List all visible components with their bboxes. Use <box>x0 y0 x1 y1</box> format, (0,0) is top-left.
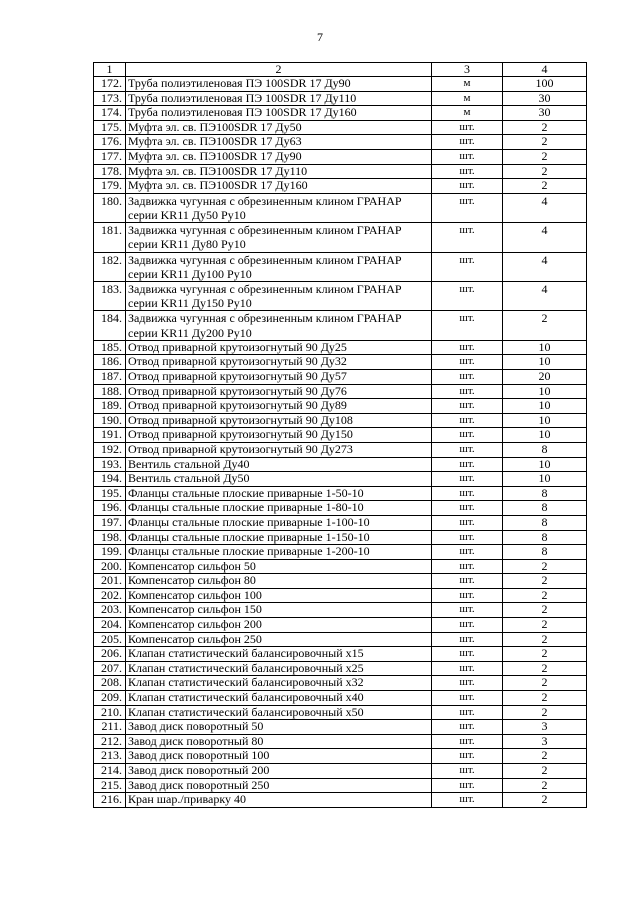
item-name <box>126 501 432 516</box>
unit: шт. <box>432 486 503 501</box>
table-row <box>94 778 587 793</box>
item-name <box>126 355 432 370</box>
table-row <box>94 120 587 135</box>
item-name-line: Клапан статистический балансировочный х50 <box>128 704 364 719</box>
table-row <box>94 574 587 589</box>
item-name <box>126 734 432 749</box>
row-number: 215. <box>94 778 126 793</box>
item-name <box>126 661 432 676</box>
item-name-line: Муфта эл. св. ПЭ100SDR 17 Ду160 <box>128 178 308 193</box>
table-row <box>94 223 587 252</box>
item-name-line: Отвод приварной крутоизогнутый 90 Ду76 <box>128 383 347 398</box>
item-name <box>126 486 432 501</box>
unit: шт. <box>432 545 503 560</box>
item-name <box>126 559 432 574</box>
row-number: 183. <box>94 281 126 310</box>
row-number: 180. <box>94 193 126 222</box>
quantity: 2 <box>503 149 587 164</box>
unit: шт. <box>432 442 503 457</box>
item-name-line-2: серии KR11 Ду100 Ру10 <box>128 266 252 281</box>
unit: шт. <box>432 428 503 443</box>
item-name <box>126 749 432 764</box>
table-row <box>94 428 587 443</box>
row-number: 200. <box>94 559 126 574</box>
table-row <box>94 355 587 370</box>
row-number: 189. <box>94 399 126 414</box>
row-number: 194. <box>94 472 126 487</box>
item-name-line: Кран шар./приварку 40 <box>128 792 246 807</box>
quantity: 2 <box>503 793 587 808</box>
unit: шт. <box>432 472 503 487</box>
quantity: 2 <box>503 179 587 194</box>
row-number: 201. <box>94 574 126 589</box>
item-name-line: Задвижка чугунная с обрезиненным клином ГРАНАР <box>128 252 402 267</box>
table-row <box>94 106 587 121</box>
item-name-line: Компенсатор сильфон 100 <box>128 587 262 602</box>
item-name <box>126 472 432 487</box>
row-number: 193. <box>94 457 126 472</box>
item-name-line: Компенсатор сильфон 150 <box>128 602 262 617</box>
item-name <box>126 413 432 428</box>
unit: шт. <box>432 340 503 355</box>
unit: шт. <box>432 720 503 735</box>
item-name <box>126 632 432 647</box>
table-row <box>94 676 587 691</box>
table-row <box>94 457 587 472</box>
item-name-line: Отвод приварной крутоизогнутый 90 Ду89 <box>128 398 347 413</box>
column-header-name: 2 <box>126 63 432 77</box>
quantity: 4 <box>503 252 587 281</box>
item-name-line: Труба полиэтиленовая ПЭ 100SDR 17 Ду110 <box>128 90 357 105</box>
item-name <box>126 135 432 150</box>
item-name <box>126 106 432 121</box>
item-name <box>126 691 432 706</box>
table-row <box>94 691 587 706</box>
table-row <box>94 472 587 487</box>
quantity: 2 <box>503 632 587 647</box>
row-number: 213. <box>94 749 126 764</box>
row-number: 202. <box>94 588 126 603</box>
item-name-line: Клапан статистический балансировочный х32 <box>128 675 364 690</box>
table-row <box>94 384 587 399</box>
row-number: 208. <box>94 676 126 691</box>
item-name-line: Клапан статистический балансировочный х40 <box>128 690 364 705</box>
quantity: 3 <box>503 734 587 749</box>
item-name-line: Фланцы стальные плоские приварные 1-80-10 <box>128 500 364 515</box>
item-name-line: Фланцы стальные плоские приварные 1-50-10 <box>128 485 364 500</box>
item-name-line: Фланцы стальные плоские приварные 1-150-10 <box>128 529 370 544</box>
quantity: 30 <box>503 91 587 106</box>
quantity: 3 <box>503 720 587 735</box>
item-name-line: Компенсатор сильфон 80 <box>128 573 256 588</box>
unit: шт. <box>432 618 503 633</box>
item-name <box>126 77 432 92</box>
unit: шт. <box>432 588 503 603</box>
item-name-line: Завод диск поворотный 250 <box>128 777 270 792</box>
item-name <box>126 91 432 106</box>
item-name-line: Завод диск поворотный 100 <box>128 748 270 763</box>
specification-table <box>93 62 587 808</box>
row-number: 177. <box>94 149 126 164</box>
unit: шт. <box>432 179 503 194</box>
item-name-line-2: серии KR11 Ду200 Ру10 <box>128 325 252 340</box>
table-row <box>94 413 587 428</box>
item-name-line: Отвод приварной крутоизогнутый 90 Ду273 <box>128 441 353 456</box>
row-number: 188. <box>94 384 126 399</box>
quantity: 2 <box>503 778 587 793</box>
table-row <box>94 281 587 310</box>
unit: м <box>432 106 503 121</box>
quantity: 2 <box>503 135 587 150</box>
table-row <box>94 647 587 662</box>
quantity: 2 <box>503 647 587 662</box>
quantity: 2 <box>503 588 587 603</box>
item-name <box>126 618 432 633</box>
table-row <box>94 793 587 808</box>
row-number: 176. <box>94 135 126 150</box>
item-name <box>126 515 432 530</box>
item-name-line-2: серии KR11 Ду150 Ру10 <box>128 296 252 311</box>
table-row <box>94 399 587 414</box>
item-name-line: Клапан статистический балансировочный х25 <box>128 660 364 675</box>
unit: шт. <box>432 252 503 281</box>
table-row <box>94 618 587 633</box>
quantity: 100 <box>503 77 587 92</box>
item-name-line: Муфта эл. св. ПЭ100SDR 17 Ду50 <box>128 119 302 134</box>
item-name-line: Муфта эл. св. ПЭ100SDR 17 Ду90 <box>128 148 302 163</box>
table-row <box>94 632 587 647</box>
row-number: 214. <box>94 764 126 779</box>
row-number: 182. <box>94 252 126 281</box>
item-name-line: Клапан статистический балансировочный х15 <box>128 646 364 661</box>
item-name <box>126 778 432 793</box>
row-number: 197. <box>94 515 126 530</box>
item-name <box>126 252 432 281</box>
unit: шт. <box>432 676 503 691</box>
quantity: 10 <box>503 355 587 370</box>
item-name-line-2: серии KR11 Ду50 Ру10 <box>128 207 246 222</box>
table-row <box>94 193 587 222</box>
item-name <box>126 647 432 662</box>
quantity: 4 <box>503 281 587 310</box>
item-name-line: Задвижка чугунная с обрезиненным клином ГРАНАР <box>128 281 402 296</box>
item-name-line: Отвод приварной крутоизогнутый 90 Ду32 <box>128 354 347 369</box>
item-name-line: Задвижка чугунная с обрезиненным клином ГРАНАР <box>128 193 402 208</box>
item-name <box>126 399 432 414</box>
row-number: 203. <box>94 603 126 618</box>
quantity: 2 <box>503 618 587 633</box>
row-number: 192. <box>94 442 126 457</box>
item-name-line: Задвижка чугунная с обрезиненным клином ГРАНАР <box>128 223 402 238</box>
row-number: 191. <box>94 428 126 443</box>
item-name <box>126 588 432 603</box>
row-number: 184. <box>94 311 126 340</box>
table-row <box>94 369 587 384</box>
table-row <box>94 77 587 92</box>
item-name-line: Завод диск поворотный 50 <box>128 719 264 734</box>
item-name <box>126 281 432 310</box>
item-name <box>126 311 432 340</box>
row-number: 216. <box>94 793 126 808</box>
table-row <box>94 164 587 179</box>
quantity: 2 <box>503 120 587 135</box>
table-row <box>94 603 587 618</box>
row-number: 210. <box>94 705 126 720</box>
item-name-line: Фланцы стальные плоские приварные 1-200-10 <box>128 544 370 559</box>
column-header-quantity: 4 <box>503 63 587 77</box>
row-number: 190. <box>94 413 126 428</box>
unit: шт. <box>432 647 503 662</box>
item-name <box>126 384 432 399</box>
unit: шт. <box>432 559 503 574</box>
unit: шт. <box>432 384 503 399</box>
item-name <box>126 530 432 545</box>
item-name-line: Задвижка чугунная с обрезиненным клином ГРАНАР <box>128 311 402 326</box>
unit: шт. <box>432 501 503 516</box>
row-number: 199. <box>94 545 126 560</box>
item-name <box>126 164 432 179</box>
quantity: 30 <box>503 106 587 121</box>
unit: шт. <box>432 164 503 179</box>
item-name <box>126 764 432 779</box>
row-number: 175. <box>94 120 126 135</box>
table-row <box>94 764 587 779</box>
item-name <box>126 676 432 691</box>
table-row <box>94 588 587 603</box>
item-name-line: Завод диск поворотный 200 <box>128 763 270 777</box>
table-row <box>94 91 587 106</box>
item-name-line: Отвод приварной крутоизогнутый 90 Ду150 <box>128 427 353 442</box>
table-row <box>94 530 587 545</box>
item-name <box>126 369 432 384</box>
item-name <box>126 705 432 720</box>
item-name-line: Компенсатор сильфон 200 <box>128 617 262 632</box>
row-number: 174. <box>94 106 126 121</box>
quantity: 10 <box>503 384 587 399</box>
table-row <box>94 749 587 764</box>
table-row <box>94 720 587 735</box>
row-number: 186. <box>94 355 126 370</box>
unit: шт. <box>432 603 503 618</box>
table-row <box>94 340 587 355</box>
unit: шт. <box>432 705 503 720</box>
row-number: 204. <box>94 618 126 633</box>
unit: м <box>432 91 503 106</box>
item-name <box>126 793 432 808</box>
item-name-line: Муфта эл. св. ПЭ100SDR 17 Ду110 <box>128 163 308 178</box>
row-number: 207. <box>94 661 126 676</box>
quantity: 10 <box>503 457 587 472</box>
row-number: 178. <box>94 164 126 179</box>
unit: шт. <box>432 749 503 764</box>
unit: шт. <box>432 135 503 150</box>
item-name <box>126 545 432 560</box>
unit: шт. <box>432 149 503 164</box>
item-name-line: Труба полиэтиленовая ПЭ 100SDR 17 Ду160 <box>128 105 357 120</box>
quantity: 2 <box>503 559 587 574</box>
quantity: 8 <box>503 530 587 545</box>
unit: шт. <box>432 632 503 647</box>
item-name-line: Фланцы стальные плоские приварные 1-100-10 <box>128 514 370 529</box>
table-row <box>94 149 587 164</box>
row-number: 185. <box>94 340 126 355</box>
row-number: 195. <box>94 486 126 501</box>
item-name <box>126 120 432 135</box>
table-row <box>94 135 587 150</box>
quantity: 8 <box>503 486 587 501</box>
item-name <box>126 193 432 222</box>
unit: шт. <box>432 691 503 706</box>
table-row <box>94 486 587 501</box>
unit: м <box>432 77 503 92</box>
item-name <box>126 223 432 252</box>
item-name-line-2: серии KR11 Ду80 Ру10 <box>128 237 246 252</box>
row-number: 181. <box>94 223 126 252</box>
quantity: 10 <box>503 428 587 443</box>
header-row <box>94 63 587 77</box>
unit: шт. <box>432 193 503 222</box>
unit: шт. <box>432 530 503 545</box>
unit: шт. <box>432 223 503 252</box>
table-row <box>94 545 587 560</box>
item-name-line: Вентиль стальной Ду50 <box>128 471 250 486</box>
item-name-line: Вентиль стальной Ду40 <box>128 456 250 471</box>
item-name-line: Отвод приварной крутоизогнутый 90 Ду108 <box>128 412 353 427</box>
table-row <box>94 501 587 516</box>
item-name <box>126 574 432 589</box>
table-row <box>94 661 587 676</box>
row-number: 198. <box>94 530 126 545</box>
row-number: 179. <box>94 179 126 194</box>
unit: шт. <box>432 413 503 428</box>
quantity: 2 <box>503 574 587 589</box>
unit: шт. <box>432 661 503 676</box>
quantity: 10 <box>503 413 587 428</box>
table-row <box>94 311 587 340</box>
item-name <box>126 457 432 472</box>
item-name <box>126 179 432 194</box>
table-row <box>94 705 587 720</box>
unit: шт. <box>432 457 503 472</box>
quantity: 10 <box>503 399 587 414</box>
item-name-line: Компенсатор сильфон 50 <box>128 558 256 573</box>
column-header-unit: 3 <box>432 63 503 77</box>
unit: шт. <box>432 574 503 589</box>
table-row <box>94 734 587 749</box>
column-header-number: 1 <box>94 63 126 77</box>
row-number: 172. <box>94 77 126 92</box>
quantity: 2 <box>503 676 587 691</box>
row-number: 211. <box>94 720 126 735</box>
item-name <box>126 720 432 735</box>
page-number: 7 <box>317 30 323 44</box>
table-row <box>94 559 587 574</box>
item-name <box>126 340 432 355</box>
row-number: 187. <box>94 369 126 384</box>
table-row <box>94 442 587 457</box>
row-number: 209. <box>94 691 126 706</box>
unit: шт. <box>432 281 503 310</box>
quantity: 10 <box>503 472 587 487</box>
unit: шт. <box>432 355 503 370</box>
row-number: 205. <box>94 632 126 647</box>
unit: шт. <box>432 764 503 779</box>
item-name-line: Отвод приварной крутоизогнутый 90 Ду25 <box>128 339 347 354</box>
item-name-line: Труба полиэтиленовая ПЭ 100SDR 17 Ду90 <box>128 76 351 90</box>
row-number: 196. <box>94 501 126 516</box>
row-number: 212. <box>94 734 126 749</box>
quantity: 2 <box>503 705 587 720</box>
unit: шт. <box>432 734 503 749</box>
unit: шт. <box>432 793 503 808</box>
quantity: 2 <box>503 749 587 764</box>
item-name-line: Завод диск поворотный 80 <box>128 733 264 748</box>
item-name-line: Муфта эл. св. ПЭ100SDR 17 Ду63 <box>128 134 302 149</box>
item-name-line: Компенсатор сильфон 250 <box>128 631 262 646</box>
item-name <box>126 603 432 618</box>
quantity: 4 <box>503 223 587 252</box>
quantity: 8 <box>503 501 587 516</box>
unit: шт. <box>432 778 503 793</box>
unit: шт. <box>432 369 503 384</box>
quantity: 2 <box>503 661 587 676</box>
row-number: 173. <box>94 91 126 106</box>
item-name-line: Отвод приварной крутоизогнутый 90 Ду57 <box>128 368 347 383</box>
item-name <box>126 149 432 164</box>
item-name <box>126 442 432 457</box>
quantity: 20 <box>503 369 587 384</box>
quantity: 2 <box>503 764 587 779</box>
item-name <box>126 428 432 443</box>
quantity: 10 <box>503 340 587 355</box>
table-row <box>94 515 587 530</box>
quantity: 2 <box>503 164 587 179</box>
table-row <box>94 252 587 281</box>
quantity: 2 <box>503 311 587 340</box>
unit: шт. <box>432 311 503 340</box>
quantity: 2 <box>503 603 587 618</box>
row-number: 206. <box>94 647 126 662</box>
unit: шт. <box>432 120 503 135</box>
quantity: 8 <box>503 545 587 560</box>
quantity: 8 <box>503 515 587 530</box>
quantity: 4 <box>503 193 587 222</box>
table-row <box>94 179 587 194</box>
unit: шт. <box>432 399 503 414</box>
unit: шт. <box>432 515 503 530</box>
quantity: 8 <box>503 442 587 457</box>
quantity: 2 <box>503 691 587 706</box>
